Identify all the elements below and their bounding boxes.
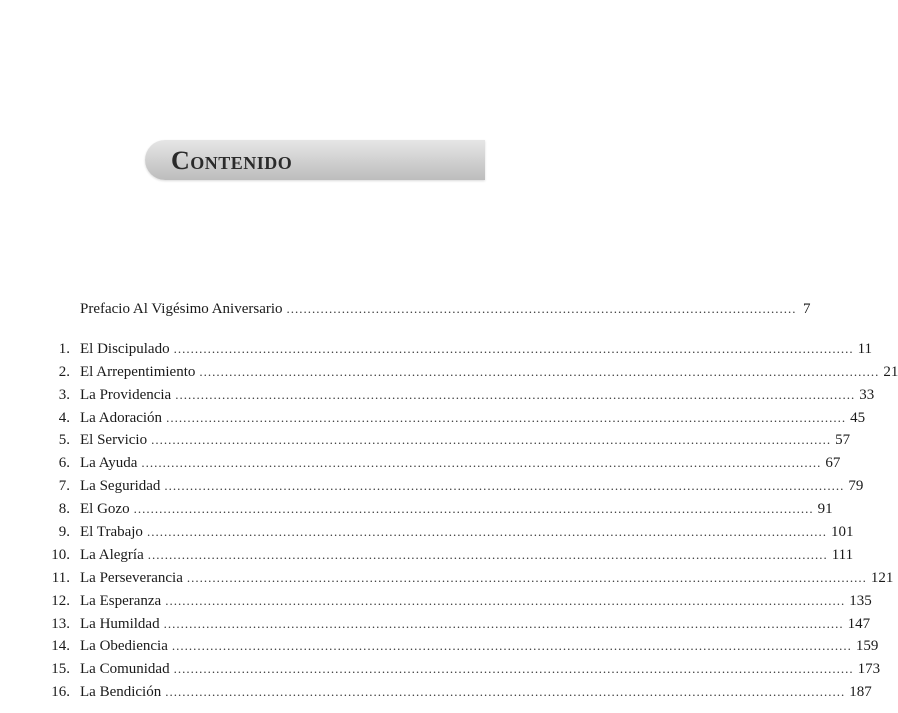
toc-entry[interactable] bbox=[40, 475, 864, 498]
entry-page: 121 bbox=[870, 569, 894, 586]
entry-title: La Ayuda bbox=[80, 455, 138, 472]
entry-title: La Bendición bbox=[80, 684, 162, 701]
dot-leader: ................................................................................................................................................................ bbox=[164, 478, 845, 494]
table-of-contents bbox=[40, 298, 898, 704]
toc-entry[interactable] bbox=[40, 590, 872, 613]
entry-number: 15. bbox=[51, 661, 70, 678]
dot-leader: ................................................................................................................................................................ bbox=[175, 386, 856, 402]
entry-title: La Providencia bbox=[80, 386, 172, 403]
entry-title: El Arrepentimiento bbox=[80, 363, 196, 380]
entry-page: 159 bbox=[855, 638, 879, 655]
entry-number: 11. bbox=[51, 569, 70, 586]
entry-title: La Alegría bbox=[80, 546, 144, 563]
contents-banner bbox=[145, 140, 485, 180]
entry-title: El Trabajo bbox=[80, 524, 143, 541]
entry-title: La Esperanza bbox=[80, 592, 162, 609]
entry-page: 135 bbox=[849, 592, 872, 609]
entry-page: 91 bbox=[817, 501, 833, 518]
entry-title: La Obediencia bbox=[80, 638, 168, 655]
entry-number: 2. bbox=[58, 363, 70, 380]
entry-title: El Discipulado bbox=[80, 340, 170, 357]
dot-leader: ................................................................................................................................................................ bbox=[173, 340, 854, 356]
entry-number: 10. bbox=[51, 546, 70, 563]
entry-page: 45 bbox=[850, 409, 866, 426]
entry-number: 12. bbox=[51, 592, 70, 609]
entry-number: 8. bbox=[58, 501, 70, 518]
entry-number: 4. bbox=[58, 409, 70, 426]
entry-number: 13. bbox=[51, 615, 70, 632]
entry-title: Prefacio Al Vigésimo Aniversario bbox=[80, 301, 283, 317]
entry-page: 11 bbox=[857, 340, 873, 357]
dot-leader: ........................................................................................................................ bbox=[286, 301, 797, 316]
dot-leader: ................................................................................................................................................................ bbox=[141, 455, 822, 471]
dot-leader: ................................................................................................................................................................ bbox=[165, 684, 846, 700]
toc-entry[interactable] bbox=[40, 635, 879, 658]
toc-entry[interactable] bbox=[40, 384, 875, 407]
preface-entry[interactable] bbox=[40, 298, 811, 321]
dot-leader: ................................................................................................................................................................ bbox=[146, 524, 827, 540]
entry-number: 9. bbox=[58, 524, 70, 541]
entry-title: La Comunidad bbox=[80, 661, 170, 678]
toc-entry[interactable] bbox=[40, 613, 871, 636]
entry-number: 1. bbox=[58, 340, 70, 357]
toc-entry[interactable] bbox=[40, 452, 841, 475]
entry-number: 7. bbox=[58, 478, 70, 495]
entry-title: La Adoración bbox=[80, 409, 163, 426]
toc-entry[interactable] bbox=[40, 681, 872, 704]
entry-title: La Perseverancia bbox=[80, 569, 183, 586]
entry-number: 3. bbox=[58, 386, 70, 403]
dot-leader: ................................................................................................................................................................ bbox=[173, 661, 854, 677]
dot-leader: ................................................................................................................................................................ bbox=[186, 569, 867, 585]
toc-entry[interactable] bbox=[40, 544, 854, 567]
entry-page: 187 bbox=[849, 684, 872, 701]
toc-entry[interactable] bbox=[40, 658, 881, 681]
entry-number: 16. bbox=[51, 684, 70, 701]
entry-page: 111 bbox=[831, 546, 854, 563]
dot-leader: ................................................................................................................................................................ bbox=[199, 363, 880, 379]
entry-number: 6. bbox=[58, 455, 70, 472]
toc-entry[interactable] bbox=[40, 498, 833, 521]
dot-leader: ................................................................................................................................................................ bbox=[147, 546, 828, 562]
dot-leader: ................................................................................................................................................................ bbox=[166, 409, 847, 425]
entry-page: 67 bbox=[825, 455, 841, 472]
toc-entry[interactable] bbox=[40, 407, 866, 430]
entry-page: 79 bbox=[848, 478, 864, 495]
chapter-list bbox=[40, 338, 898, 704]
toc-entry[interactable] bbox=[40, 361, 898, 384]
toc-entry[interactable] bbox=[40, 567, 894, 590]
entry-page: 7 bbox=[803, 301, 811, 317]
dot-leader: ................................................................................................................................................................ bbox=[151, 432, 832, 448]
entry-number: 5. bbox=[58, 432, 70, 449]
entry-title: El Servicio bbox=[80, 432, 148, 449]
page-title: Contenido bbox=[171, 146, 293, 175]
entry-page: 147 bbox=[847, 615, 871, 632]
toc-entry[interactable] bbox=[40, 521, 854, 544]
entry-page: 173 bbox=[857, 661, 881, 678]
entry-title: El Gozo bbox=[80, 501, 130, 518]
toc-entry[interactable] bbox=[40, 429, 851, 452]
entry-page: 33 bbox=[859, 386, 875, 403]
entry-page: 57 bbox=[835, 432, 851, 449]
toc-entry[interactable] bbox=[40, 338, 873, 361]
entry-page: 101 bbox=[830, 524, 854, 541]
entry-title: La Seguridad bbox=[80, 478, 161, 495]
dot-leader: ................................................................................................................................................................ bbox=[133, 501, 814, 517]
dot-leader: ................................................................................................................................................................ bbox=[171, 638, 852, 654]
entry-number: 14. bbox=[51, 638, 70, 655]
dot-leader: ................................................................................................................................................................ bbox=[163, 615, 844, 631]
entry-title: La Humildad bbox=[80, 615, 160, 632]
entry-page: 21 bbox=[883, 363, 898, 380]
dot-leader: ................................................................................................................................................................ bbox=[165, 592, 846, 608]
